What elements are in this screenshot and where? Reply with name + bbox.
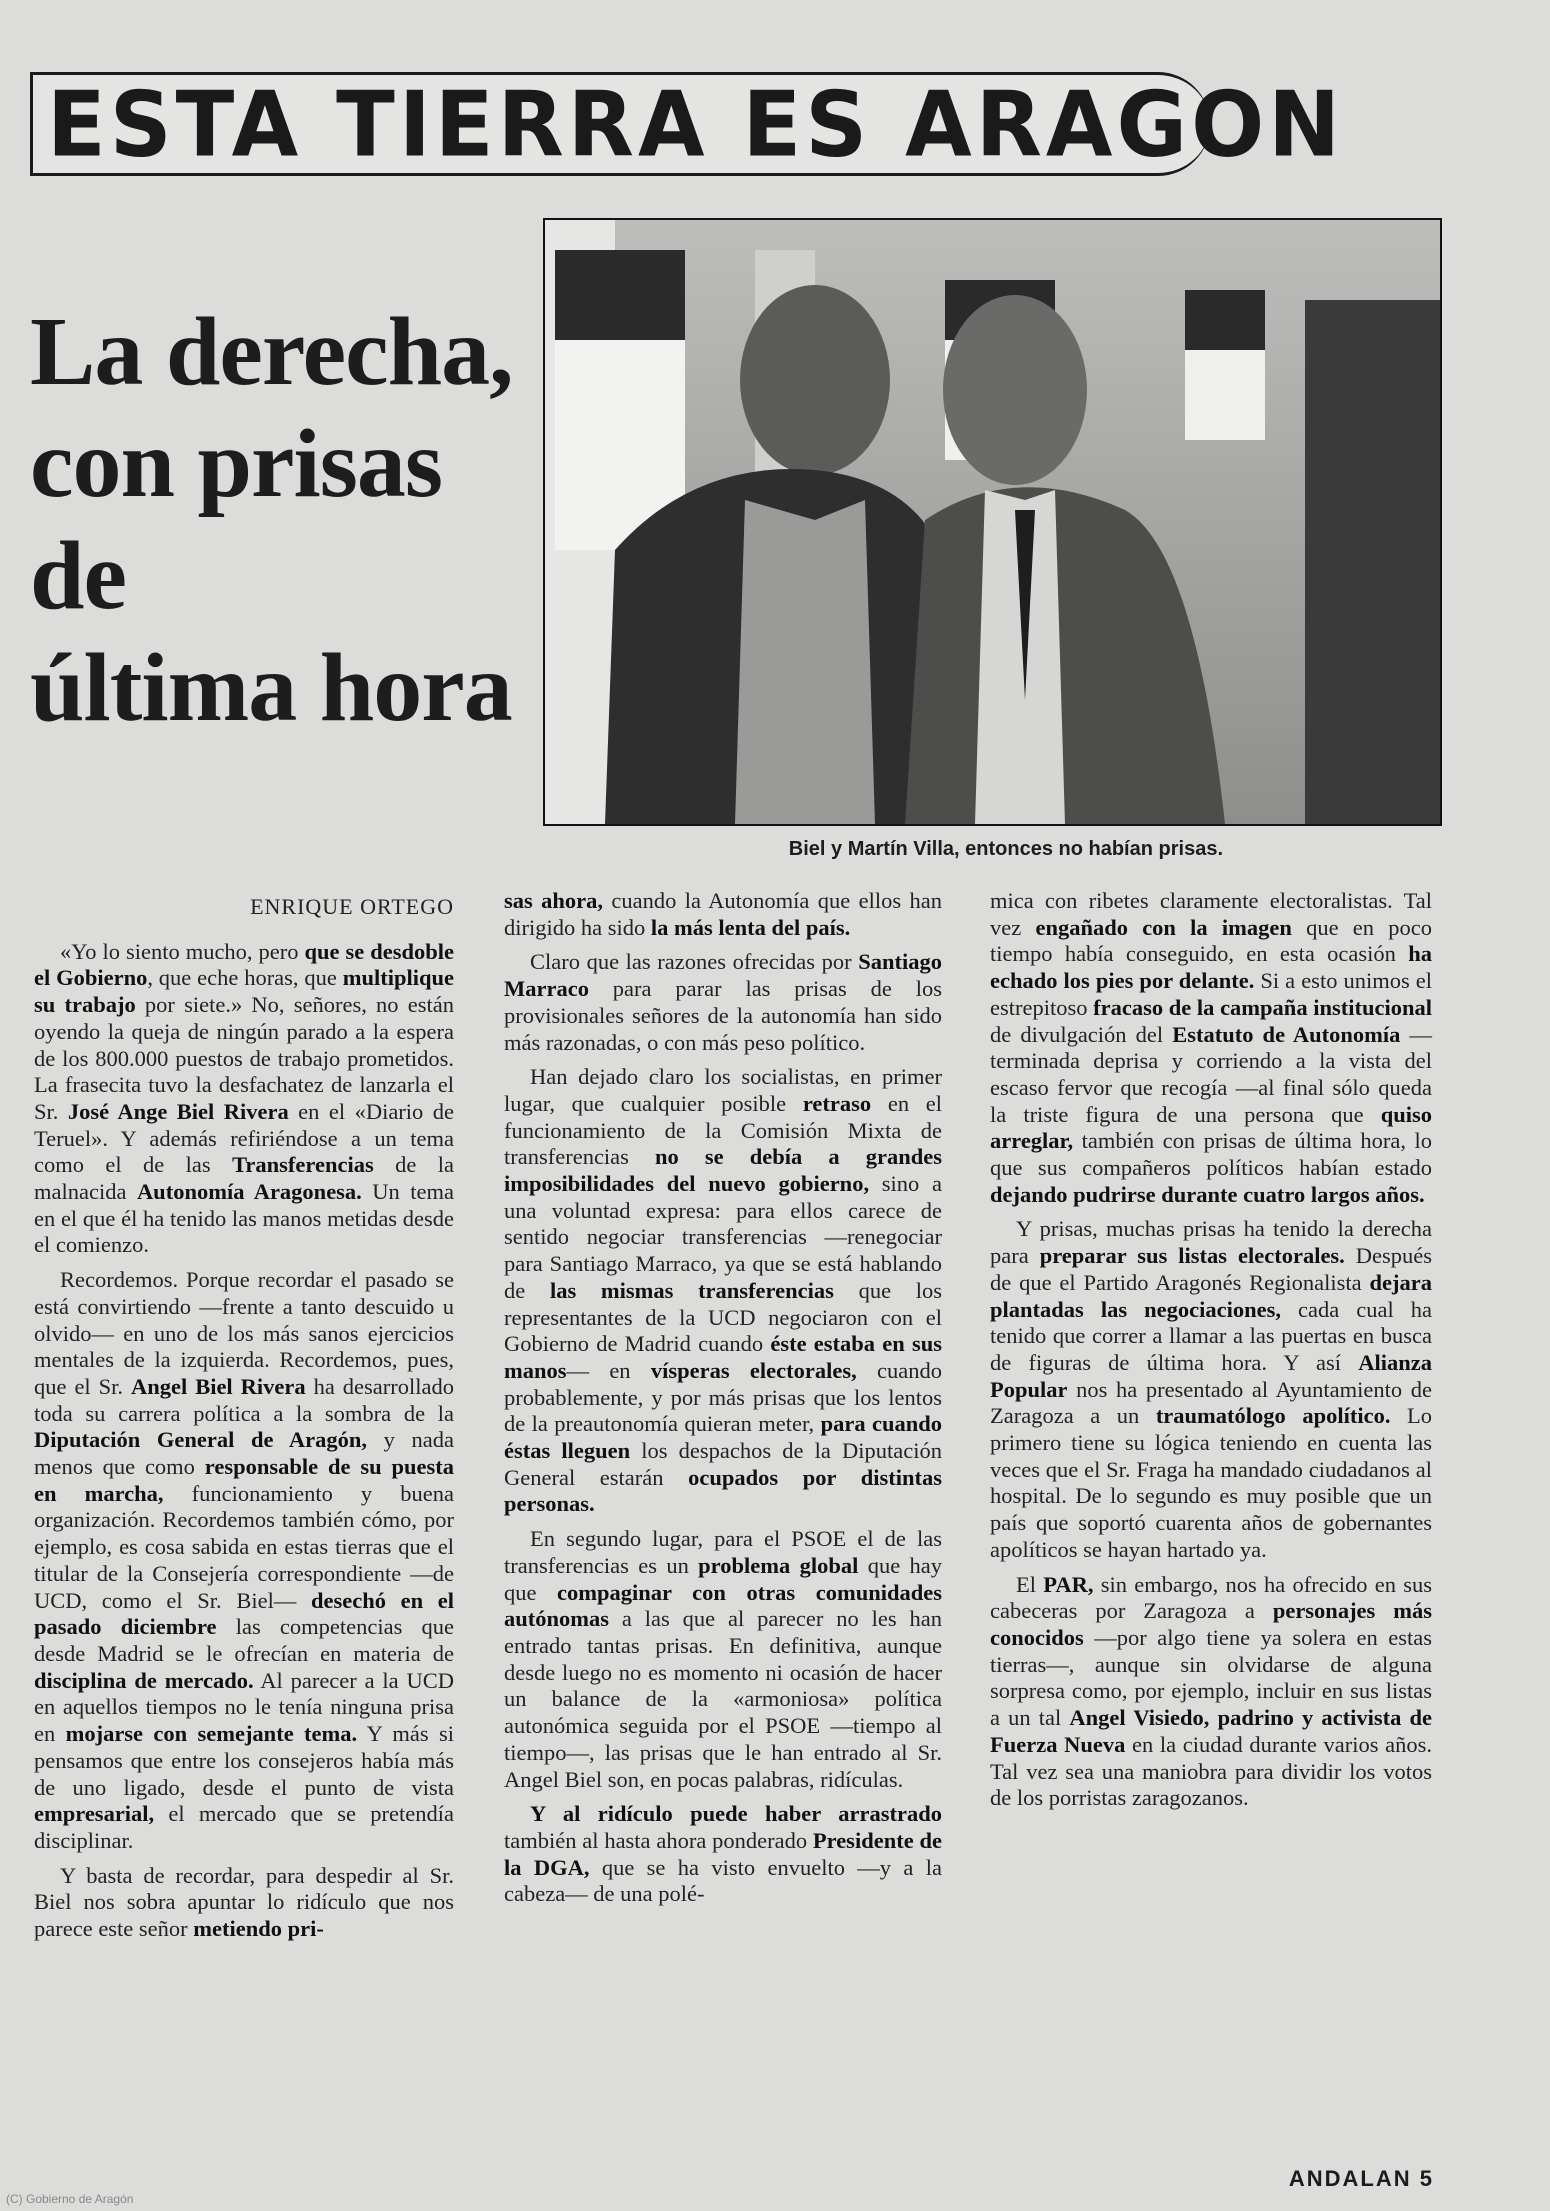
article-headline (30, 296, 513, 744)
copyright-credit: (C) Gobierno de Aragón (6, 2192, 134, 2206)
page-footer (1289, 2166, 1434, 2192)
byline: ENRIQUE ORTEGO (250, 894, 454, 919)
paragraph: Recordemos. Porque recordar el pasado se está convirtiendo —frente a tanto descuido u olvido— en uno de los más sanos ejercicios mentales de la izquierda. Recordemos, pues, que el Sr. Angel Biel Rivera ha desarrollado toda su carrera política a la sombra de la Diputación General de Aragón, y nada menos que como responsable de su puesta en marcha, funcionamiento y buena organización. Recordemos también cómo, por ejemplo, es cosa sabida en estas tierras que el titular de la Consejería correspondiente —de UCD, como el Sr. Biel— desechó en el pasado diciembre las competencias que desde Madrid se le ofrecían en materia de disciplina de mercado. Al parecer a la UCD en aquellos tiempos no le tenía ninguna prisa en mojarse con semejante tema. Y más si pensamos que entre los consejeros había más de uno ligado, desde el punto de vista empresarial, el mercado que se pretendía disciplinar. (34, 1267, 455, 1853)
paragraph: Y prisas, muchas prisas ha tenido la derecha para preparar sus listas electorales. Después de que el Partido Aragonés Regionalista dejara plantadas las negociaciones, cada cual ha tenido que correr a llamar a las puertas en busca de figuras de última hora. Y así Alianza Popular nos ha presentado al Ayuntamiento de Zaragoza a un traumatólogo apolítico. Lo primero tiene su lógica teniendo en cuenta las veces que el Sr. Fraga ha mandado ciudadanos al hospital. De lo segundo es muy posible que un país que soportó cuarenta años de gobernantes apolíticos se hayan hartado ya. (990, 1216, 1433, 1562)
paragraph: En segundo lugar, para el PSOE el de las transferencias es un problema global que hay que compaginar con otras comunidades autónomas a las que al parecer no les han entrado tantas prisas. En definitiva, aunque desde luego no es momento ni ocasión de hacer un balance de la «armoniosa» política autonómica seguida por el PSOE —tiempo al tiempo—, las prisas que le han entrado al Sr. Angel Biel son, en pocas palabras, ridículas. (504, 1526, 942, 1792)
headline-line: La derecha, (30, 298, 513, 406)
page-number: 5 (1419, 2166, 1434, 2191)
article-column-1 (34, 888, 454, 1943)
paragraph: sas ahora, cuando la Autonomía que ellos han dirigido ha sido la más lenta del país. (504, 888, 942, 940)
paragraph: Han dejado claro los socialistas, en primer lugar, que cualquier posible retraso en el funcionamiento de la Comisión Mixta de transferencias no se debía a grandes imposibilidades del nuevo gobierno, sino a una voluntad expresa: para ellos carece de sentido negociar transferencias —renegociar para Santiago Marraco, ya que se está hablando de las mismas transferencias que los representantes de la UCD negociaron con el Gobierno de Madrid cuando éste estaba en sus manos— en vísperas electorales, cuando probablemente, y por más prisas que los lentos de la preautonomía quieran meter, para cuando éstas lleguen los despachos de la Diputación General estarán ocupados por distintas personas. (504, 1064, 943, 1517)
photo-caption: Biel y Martín Villa, entonces no habían prisas. (788, 838, 1223, 860)
publication-name: ANDALAN (1288, 2166, 1412, 2191)
article-column-3 (990, 888, 1432, 1812)
section-title: ESTA TIERRA ES ARAGON (47, 72, 1345, 178)
paragraph: Y al ridículo puede haber arrastrado también al hasta ahora ponderado Presidente de la DGA, que se ha visto envuelto —y a la cabeza— de una polé- (504, 1801, 942, 1907)
paragraph: mica con ribetes claramente electoralistas. Tal vez engañado con la imagen que en poco tiempo había conseguido, en esta ocasión ha echado los pies por delante. Si a esto unimos el estrepitoso fracaso de la campaña institucional de divulgación del Estatuto de Autonomía —terminada deprisa y corriendo a la vista del escaso fervor que recogía —al final sólo queda la triste figura de una persona que quiso arreglar, también con prisas de última hora, lo que sus compañeros políticos habían estado dejando pudrirse durante cuatro largos años. (990, 888, 1433, 1207)
article-photo (543, 218, 1442, 826)
photo-illustration (545, 220, 1440, 824)
paragraph: El PAR, sin embargo, nos ha ofrecido en sus cabeceras por Zaragoza a personajes más conocidos —por algo tiene ya solera en estas tierras—, aunque sin olvidarse de alguna sorpresa como, por ejemplo, incluir en sus listas a un tal Angel Visiedo, padrino y activista de Fuerza Nueva en la ciudad durante varios años. Tal vez sea una maniobra para dividir los votos de los porristas zaragozanos. (990, 1571, 1432, 1811)
headline-line: de (30, 522, 126, 630)
headline-line: con prisas (30, 410, 443, 518)
section-banner (30, 72, 1345, 178)
paragraph: «Yo lo siento mucho, pero que se desdoble el Gobierno, que eche horas, que multiplique su trabajo por siete.» No, señores, no están oyendo la queja de ningún parado a la espera de los 800.000 puestos de trabajo prometidos. La frasecita tuvo la desfachatez de lanzarla el Sr. José Ange Biel Rivera en el «Diario de Teruel». Y además refiriéndose a un tema como el de las Transferencias de la malnacida Autonomía Aragonesa. Un tema en el que él ha tenido las manos metidas desde el comienzo. (34, 938, 454, 1258)
article-column-2 (504, 888, 942, 1908)
paragraph: Claro que las razones ofrecidas por Santiago Marraco para parar las prisas de los provisionales señores de la autonomía han sido más razonadas, o con más peso político. (504, 949, 942, 1055)
paragraph: Y basta de recordar, para despedir al Sr. Biel nos sobra apuntar lo ridículo que nos parece este señor metiendo pri- (34, 1862, 454, 1942)
headline-line: última hora (30, 634, 512, 742)
